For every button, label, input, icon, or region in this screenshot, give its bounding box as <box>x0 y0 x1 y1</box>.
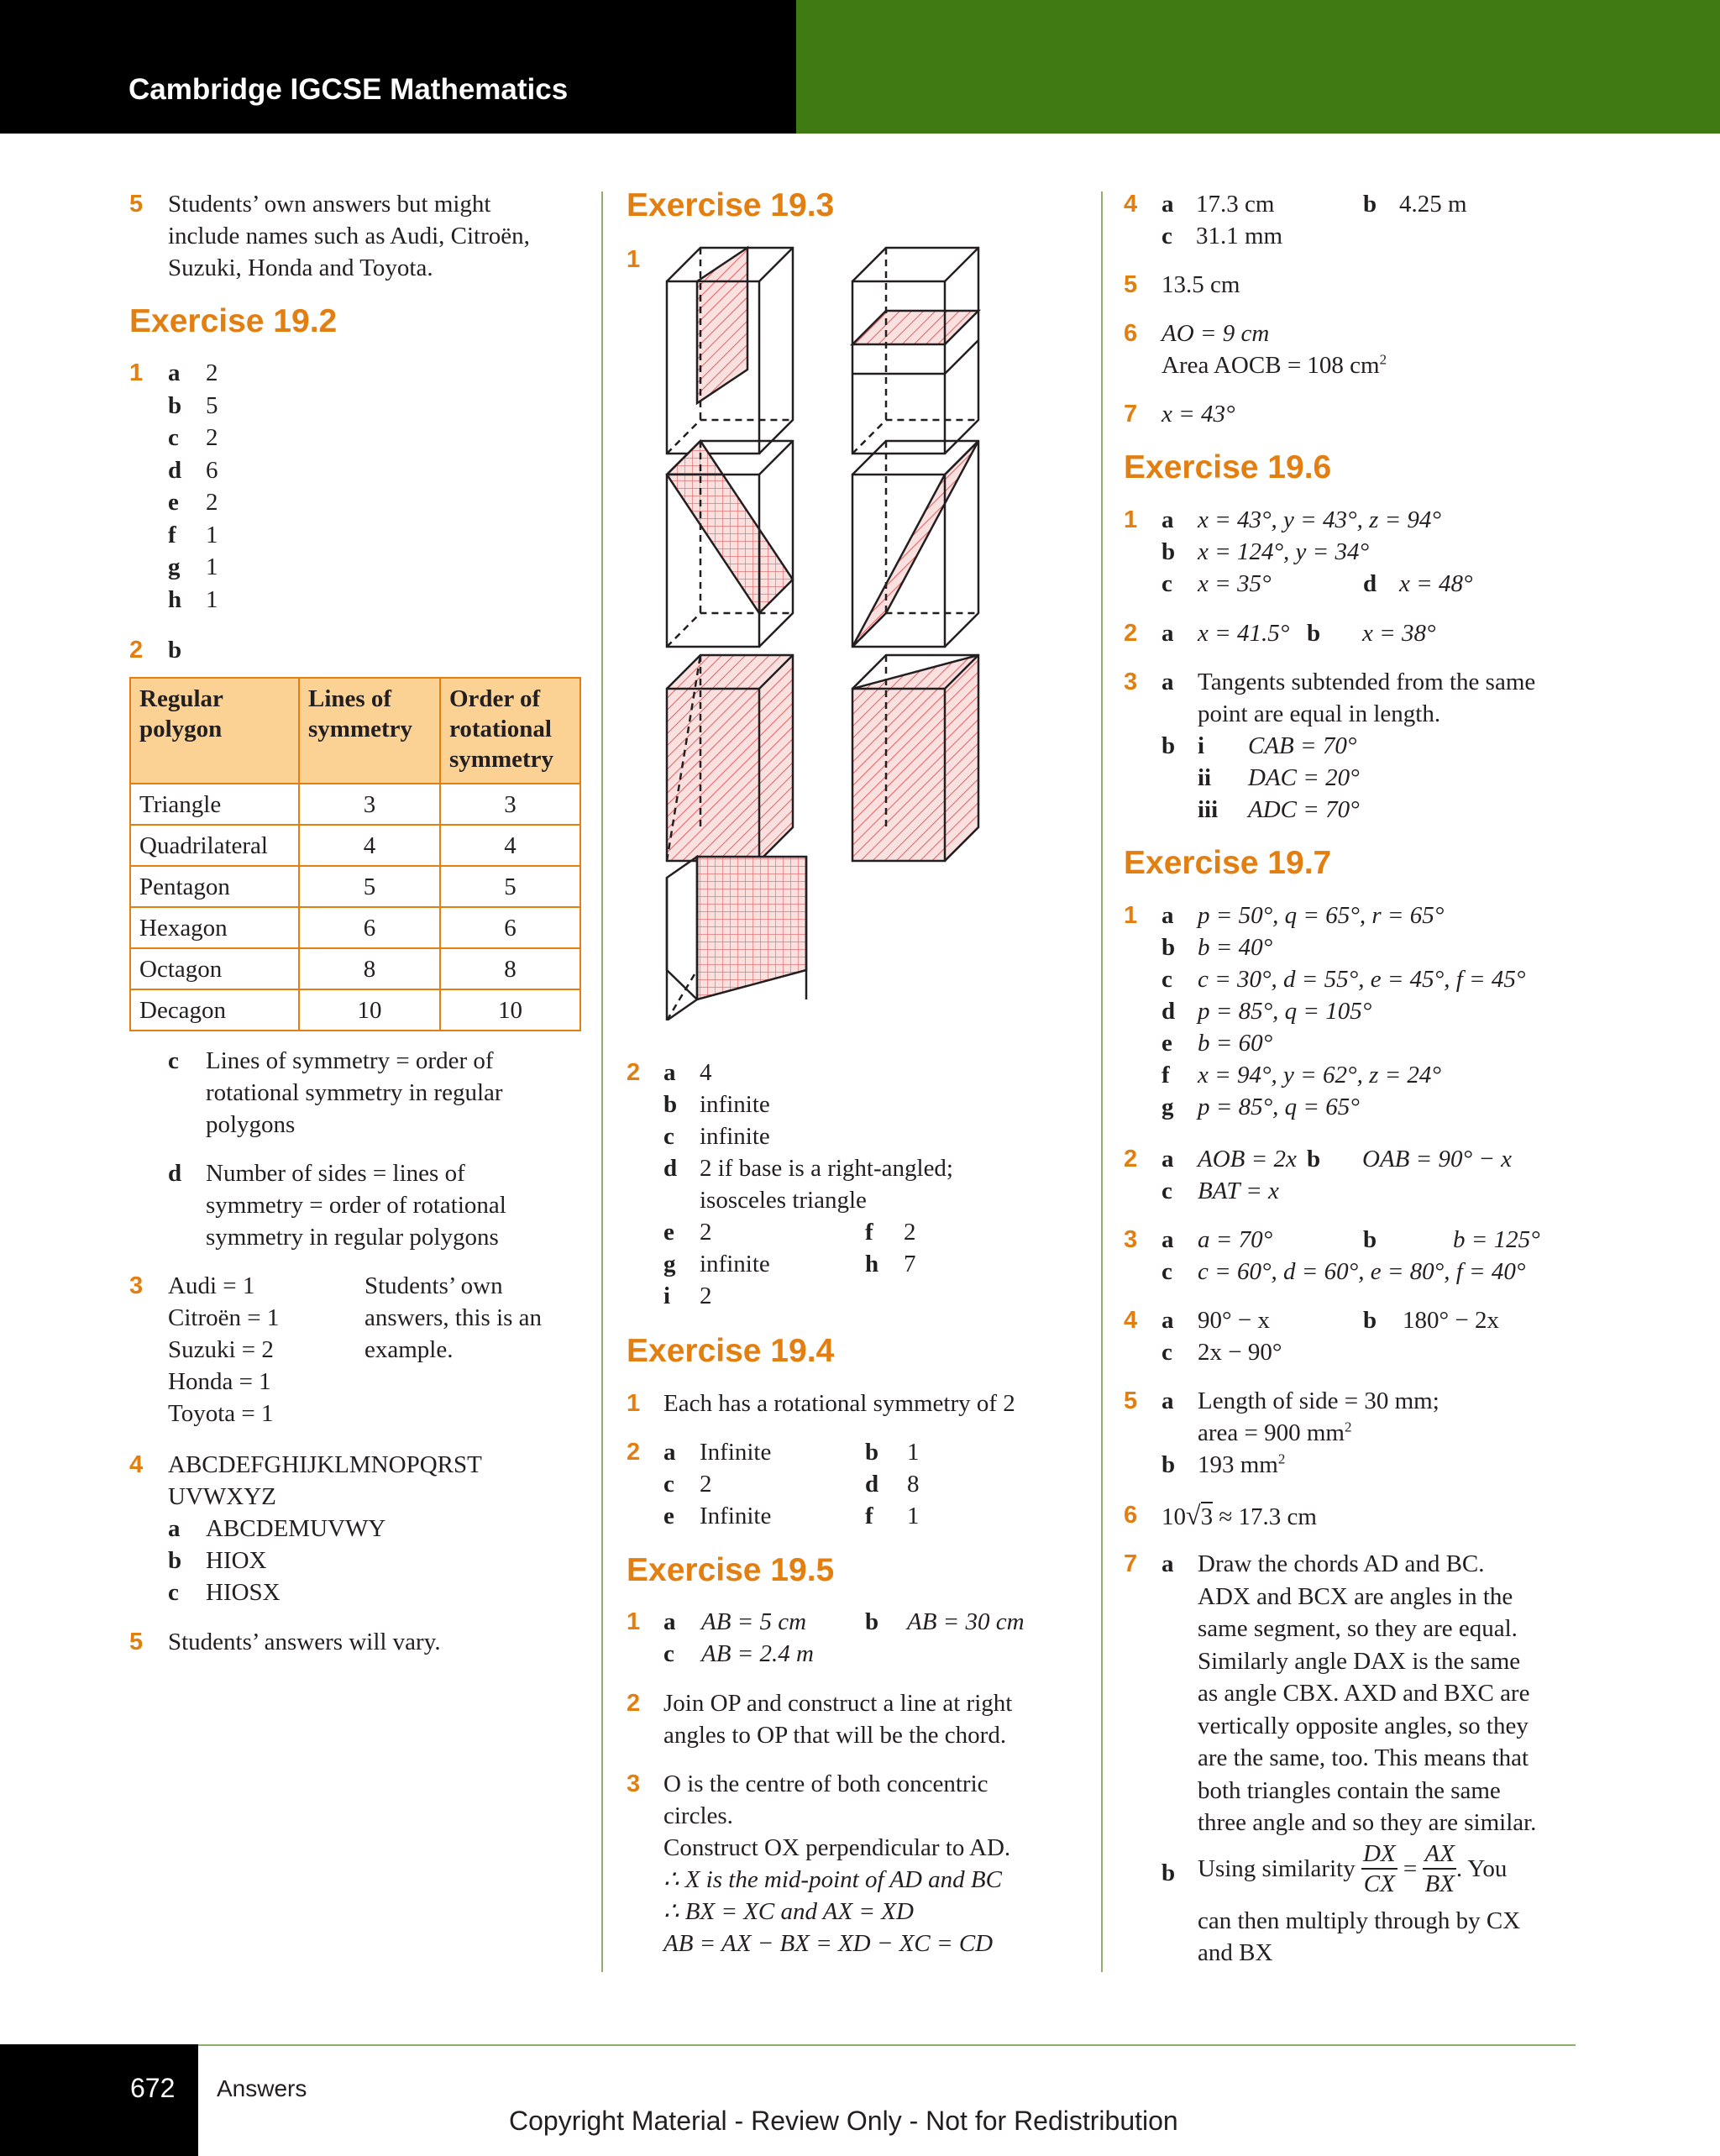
question-number: 1 <box>627 246 641 273</box>
answer-text: Suzuki = 2 <box>168 1336 274 1363</box>
answer-text: 193 $mm^2$ <box>1198 1450 1286 1478</box>
answer-text: isosceles triangle <box>700 1187 867 1214</box>
answer-text: Audi = 1 <box>168 1272 255 1299</box>
cuboid-diagram-6 <box>852 655 978 861</box>
part-label: c <box>1162 1258 1172 1285</box>
answer-text: c = 30°, d = 55°, e = 45°, f = 45° <box>1198 966 1526 993</box>
table-cell: 6 <box>299 907 440 948</box>
answer-text: HIOX <box>206 1547 267 1574</box>
answer-text: p = 85°, q = 65° <box>1198 1094 1360 1120</box>
answer-text: ∴ BX = XC and AX = XD <box>663 1898 914 1925</box>
question-number: 1 <box>627 1390 641 1417</box>
answer-text: 31.1 mm <box>1196 223 1283 249</box>
answer-text: c = 60°, d = 60°, e = 80°, f = 40° <box>1198 1258 1526 1285</box>
table-cell: Hexagon <box>130 907 299 948</box>
part-label: b <box>865 1439 879 1466</box>
answer-text: BAT = x <box>1198 1178 1279 1204</box>
answer-text: Tangents subtended from the same <box>1198 669 1536 695</box>
answer-text: both triangles contain the same <box>1198 1776 1501 1804</box>
question-number: 2 <box>627 1059 641 1086</box>
answer-text: UVWXYZ <box>168 1483 276 1510</box>
answer-text: as angle CBX. AXD and BXC are <box>1198 1680 1530 1707</box>
table-cell: 10 <box>440 989 580 1031</box>
part-label: a <box>1162 1307 1174 1334</box>
part-label: a <box>1162 191 1174 218</box>
question-number: 2 <box>129 637 144 664</box>
answer-text: x = 43°, y = 43°, z = 94° <box>1198 506 1442 533</box>
part-label: d <box>865 1471 879 1498</box>
cuboid-diagram-1 <box>667 248 793 454</box>
part-label: b <box>1162 934 1176 961</box>
part-label: d <box>168 456 182 484</box>
answer-text: circles. <box>663 1802 733 1829</box>
part-label: b <box>663 1091 678 1118</box>
question-number: 5 <box>1124 271 1138 298</box>
part-label: a <box>1162 1550 1174 1577</box>
question-number: 7 <box>1124 401 1138 428</box>
exercise-heading: Exercise 19.2 <box>129 303 338 339</box>
answer-text: x = 38° <box>1362 620 1436 647</box>
part-label: a <box>1162 620 1174 647</box>
answer-text: Similarly angle DAX is the same <box>1198 1647 1521 1675</box>
part-label: c <box>168 1047 179 1074</box>
answer-text: 2 <box>700 1283 712 1309</box>
answer-text: 2 if base is a right-angled; <box>700 1155 953 1182</box>
table-row <box>130 989 580 1031</box>
answer-text: Suzuki, Honda and Toyota. <box>168 254 433 281</box>
table-row <box>130 825 580 866</box>
answer-text: OAB = 90° − x <box>1362 1146 1512 1172</box>
table-cell: 8 <box>440 948 580 989</box>
exercise-heading: Exercise 19.7 <box>1124 845 1332 881</box>
part-label: b <box>1363 1307 1377 1334</box>
part-label: b <box>168 1547 182 1574</box>
answer-text: AOB = 2x <box>1198 1146 1297 1172</box>
answer-text: x = 43° <box>1162 401 1235 428</box>
part-label: a <box>663 1608 676 1635</box>
answer-text: CAB = 70° <box>1248 732 1357 759</box>
answer-text: infinite <box>700 1251 770 1277</box>
answer-text: 4 <box>700 1059 712 1086</box>
answer-text: three angle and so they are similar. <box>1198 1809 1537 1836</box>
answer-text: Lines of symmetry = order of <box>206 1047 494 1074</box>
part-label: c <box>1162 223 1172 249</box>
part-label: h <box>168 585 182 613</box>
question-number: 4 <box>1124 191 1138 218</box>
cuboid-diagram-5 <box>667 655 793 861</box>
answer-text: Honda = 1 <box>168 1368 271 1395</box>
column-divider <box>601 191 603 1972</box>
question-number: 1 <box>1124 506 1138 533</box>
answer-text: 6 <box>206 456 218 484</box>
part-label: a <box>663 1059 676 1086</box>
answer-text: 1 <box>206 553 218 580</box>
exercise-heading: Exercise 19.6 <box>1124 449 1332 485</box>
exercise-heading: Exercise 19.4 <box>627 1333 835 1369</box>
answer-text: polygons <box>206 1111 296 1138</box>
answer-text: area = 900 $mm^2$ <box>1198 1419 1352 1446</box>
answer-text: 2 <box>206 424 218 451</box>
answer-text: 2 <box>206 359 218 386</box>
answer-text: Draw the chords AD and BC. <box>1198 1550 1485 1577</box>
answer-text: Construct OX perpendicular to AD. <box>663 1834 1011 1861</box>
part-label: g <box>1162 1094 1174 1120</box>
question-number: 4 <box>129 1451 144 1478</box>
question-number: 1 <box>129 359 144 386</box>
table-row <box>130 784 580 825</box>
part-label: c <box>168 424 179 451</box>
part-label: a <box>1162 506 1174 533</box>
question-number: 6 <box>1124 1502 1138 1529</box>
part-label: e <box>1162 1030 1172 1057</box>
part-label: b <box>1162 1860 1176 1886</box>
copyright-notice: Copyright Material - Review Only - Not for Redistribution <box>509 2106 1178 2136</box>
answer-text: 2 <box>904 1219 916 1246</box>
answer-text: 1 <box>206 585 218 613</box>
answer-text: AB = AX − BX = XD − XC = CD <box>663 1930 994 1957</box>
part-label: b <box>1162 1451 1176 1478</box>
answer-text: symmetry in regular polygons <box>206 1224 499 1251</box>
exercise-heading: Exercise 19.3 <box>627 187 835 223</box>
answer-text: 13.5 cm <box>1162 271 1240 298</box>
answer-text: Using similarity $\frac{DX}{CX}$ = $\frac{AX}{BX}$ . You <box>1198 1840 1508 1897</box>
table-cell: Triangle <box>130 784 299 825</box>
answer-text: ADX and BCX are angles in the <box>1198 1582 1513 1610</box>
answer-text: Length of side = 30 mm; <box>1198 1387 1439 1414</box>
answer-text: b = 40° <box>1198 934 1273 961</box>
answer-text: 2 <box>700 1471 712 1498</box>
part-label: a <box>1162 1387 1174 1414</box>
footer-rule <box>198 2044 1576 2046</box>
part-label: i <box>1198 732 1205 759</box>
question-number: 1 <box>627 1608 641 1635</box>
part-label: a <box>168 359 181 386</box>
table-row <box>130 948 580 989</box>
answer-text: answers, this is an <box>364 1304 543 1331</box>
part-label: e <box>663 1503 674 1529</box>
answer-text: x = 124°, y = 34° <box>1198 538 1370 565</box>
part-label: b <box>168 637 182 664</box>
answer-text: 90° − x <box>1198 1307 1270 1334</box>
table-cell: Octagon <box>130 948 299 989</box>
answer-text: 180° − 2x <box>1403 1307 1499 1334</box>
answer-text: AB = 30 cm <box>907 1608 1025 1635</box>
part-label: c <box>663 1640 674 1667</box>
table-cell: Quadrilateral <box>130 825 299 866</box>
cuboid-diagram-3 <box>667 441 793 647</box>
question-number: 2 <box>627 1439 641 1466</box>
answer-text: 2 <box>206 489 218 516</box>
answer-text: 1 <box>907 1503 920 1529</box>
answer-text: 1 <box>206 521 218 548</box>
answer-text: AB = 2.4 m <box>701 1640 814 1667</box>
question-number: 5 <box>129 1629 144 1655</box>
answer-text: b = 125° <box>1453 1226 1540 1253</box>
question-number: 3 <box>129 1272 144 1299</box>
answer-text: ABCDEFGHIJKLMNOPQRST <box>168 1451 482 1478</box>
book-title: Cambridge IGCSE Mathematics <box>128 73 569 106</box>
part-label: iii <box>1198 796 1219 823</box>
question-number: 7 <box>1124 1550 1138 1577</box>
prism-diagram-7 <box>667 857 806 1020</box>
answer-text: x = 48° <box>1399 570 1473 597</box>
answer-text: are the same, too. This means that <box>1198 1744 1529 1771</box>
answer-text: can then multiply through by CX <box>1198 1907 1521 1934</box>
answer-text: HIOSX <box>206 1579 281 1606</box>
answer-text: Infinite <box>700 1439 772 1466</box>
table-cell: 5 <box>440 866 580 907</box>
table-cell: Pentagon <box>130 866 299 907</box>
exercise-heading: Exercise 19.5 <box>627 1552 835 1588</box>
part-label: b <box>1307 620 1321 647</box>
question-number: 4 <box>1124 1307 1138 1334</box>
answer-text: and BX <box>1198 1939 1273 1966</box>
table-cell: 6 <box>440 907 580 948</box>
part-label: d <box>663 1155 678 1182</box>
answer-text: p = 85°, q = 105° <box>1198 998 1372 1025</box>
part-label: b <box>865 1608 879 1635</box>
part-label: b <box>1363 191 1377 218</box>
cuboid-symmetry-planes-diagram <box>647 231 1008 1020</box>
answer-text: infinite <box>700 1123 770 1150</box>
part-label: a <box>168 1515 181 1542</box>
header-bar <box>0 0 796 134</box>
answer-text: infinite <box>700 1091 770 1118</box>
table-row <box>130 907 580 948</box>
part-label: c <box>663 1471 674 1498</box>
part-label: c <box>1162 1178 1172 1204</box>
answer-text: 10√3 ≈ 17.3 cm <box>1162 1500 1317 1530</box>
answer-text: 2 <box>700 1219 712 1246</box>
footer-section: Answers <box>217 2075 307 2101</box>
part-label: d <box>1162 998 1176 1025</box>
answer-text: vertically opposite angles, so they <box>1198 1712 1529 1739</box>
question-number: 3 <box>1124 1226 1138 1253</box>
answer-text: Toyota = 1 <box>168 1400 274 1427</box>
table-cell: 10 <box>299 989 440 1031</box>
answer-text: Join OP and construct a line at right <box>663 1690 1013 1717</box>
table-header: Lines of symmetry <box>299 678 440 784</box>
part-label: d <box>168 1160 182 1187</box>
answer-text: 8 <box>907 1471 920 1498</box>
answer-text: 17.3 cm <box>1196 191 1275 218</box>
question-number: 5 <box>129 191 144 218</box>
part-label: c <box>663 1123 674 1150</box>
answer-text: ∴ X is the mid-point of AD and BC <box>663 1866 1002 1893</box>
part-label: d <box>1363 570 1377 597</box>
answer-text: 2x − 90° <box>1198 1339 1282 1366</box>
question-number: 2 <box>1124 1146 1138 1172</box>
part-label: ii <box>1198 764 1212 791</box>
table-cell: 4 <box>299 825 440 866</box>
part-label: c <box>1162 570 1172 597</box>
fraction: $\frac{AX}{BX}$ <box>1424 1840 1455 1897</box>
part-label: e <box>168 489 179 516</box>
question-number: 3 <box>1124 669 1138 695</box>
answer-text: include names such as Audi, Citroën, <box>168 223 530 249</box>
table-header: Order of rotational symmetry <box>440 678 580 784</box>
part-label: c <box>1162 1339 1172 1366</box>
answer-text: Citroën = 1 <box>168 1304 280 1331</box>
answer-text: Students’ own <box>364 1272 503 1299</box>
answer-text: a = 70° <box>1198 1226 1273 1253</box>
answer-text: x = 35° <box>1198 570 1272 597</box>
table-cell: 3 <box>440 784 580 825</box>
part-label: f <box>1162 1062 1170 1088</box>
question-number: 2 <box>627 1690 641 1717</box>
question-number: 2 <box>1124 620 1138 647</box>
part-label: b <box>1162 538 1176 565</box>
question-number: 5 <box>1124 1387 1138 1414</box>
part-label: f <box>865 1219 873 1246</box>
column-divider <box>1101 191 1103 1972</box>
answer-text: 4.25 m <box>1399 191 1467 218</box>
cuboid-diagram-2 <box>852 248 978 454</box>
answer-text: AB = 5 cm <box>701 1608 807 1635</box>
answer-text: example. <box>364 1336 454 1363</box>
question-number: 6 <box>1124 320 1138 347</box>
part-label: b <box>168 391 182 419</box>
answer-text: Infinite <box>700 1503 772 1529</box>
answer-text: AO = 9 cm <box>1162 320 1270 347</box>
part-label: f <box>168 521 176 548</box>
question-number: 3 <box>627 1770 641 1797</box>
answer-text: point are equal in length. <box>1198 700 1441 727</box>
table-cell: 3 <box>299 784 440 825</box>
answer-text: ABCDEMUVWY <box>206 1515 386 1542</box>
answer-text: 7 <box>904 1251 916 1277</box>
part-label: a <box>1162 669 1174 695</box>
answer-text: 5 <box>206 391 218 419</box>
part-label: a <box>663 1439 676 1466</box>
part-label: c <box>1162 966 1172 993</box>
table-cell: 5 <box>299 866 440 907</box>
answer-text: Each has a rotational symmetry of 2 <box>663 1390 1015 1417</box>
part-label: f <box>865 1503 873 1529</box>
answer-text: O is the centre of both concentric <box>663 1770 988 1797</box>
answer-text: ADC = 70° <box>1248 796 1360 823</box>
answer-text: p = 50°, q = 65°, r = 65° <box>1198 902 1445 929</box>
part-label: a <box>1162 902 1174 929</box>
table-cell: Decagon <box>130 989 299 1031</box>
part-label: c <box>168 1579 179 1606</box>
answer-text: DAC = 20° <box>1248 764 1360 791</box>
answer-text: b = 60° <box>1198 1030 1273 1057</box>
part-label: g <box>168 553 181 580</box>
polygon-symmetry-table <box>129 677 581 1031</box>
answer-text: x = 41.5° <box>1198 620 1290 647</box>
answer-text: same segment, so they are equal. <box>1198 1615 1518 1642</box>
page-number: 672 <box>130 2073 176 2103</box>
question-number: 1 <box>1124 902 1138 929</box>
header-accent <box>796 0 1720 134</box>
cuboid-diagram-4 <box>852 441 978 647</box>
part-label: a <box>1162 1146 1174 1172</box>
table-row <box>130 866 580 907</box>
table-header: Regular polygon <box>130 678 299 784</box>
answer-text: Students’ own answers but might <box>168 191 491 218</box>
answer-text: angles to OP that will be the chord. <box>663 1722 1007 1749</box>
answer-text: Students’ answers will vary. <box>168 1629 441 1655</box>
answer-text: rotational symmetry in regular <box>206 1079 503 1106</box>
answer-text: Number of sides = lines of <box>206 1160 465 1187</box>
answer-text: Area AOCB = 108 $cm^2$ <box>1162 351 1387 379</box>
table-cell: 8 <box>299 948 440 989</box>
part-label: a <box>1162 1226 1174 1253</box>
part-label: b <box>1363 1226 1377 1253</box>
table-cell: 4 <box>440 825 580 866</box>
part-label: h <box>865 1251 879 1277</box>
answer-text: 1 <box>907 1439 920 1466</box>
part-label: b <box>1307 1146 1321 1172</box>
part-label: g <box>663 1251 676 1277</box>
fraction: $\frac{DX}{CX}$ <box>1362 1840 1396 1897</box>
answer-text: symmetry = order of rotational <box>206 1192 506 1219</box>
part-label: i <box>663 1283 671 1309</box>
part-label: e <box>663 1219 674 1246</box>
part-label: b <box>1162 732 1176 759</box>
answer-text: x = 94°, y = 62°, z = 24° <box>1198 1062 1442 1088</box>
